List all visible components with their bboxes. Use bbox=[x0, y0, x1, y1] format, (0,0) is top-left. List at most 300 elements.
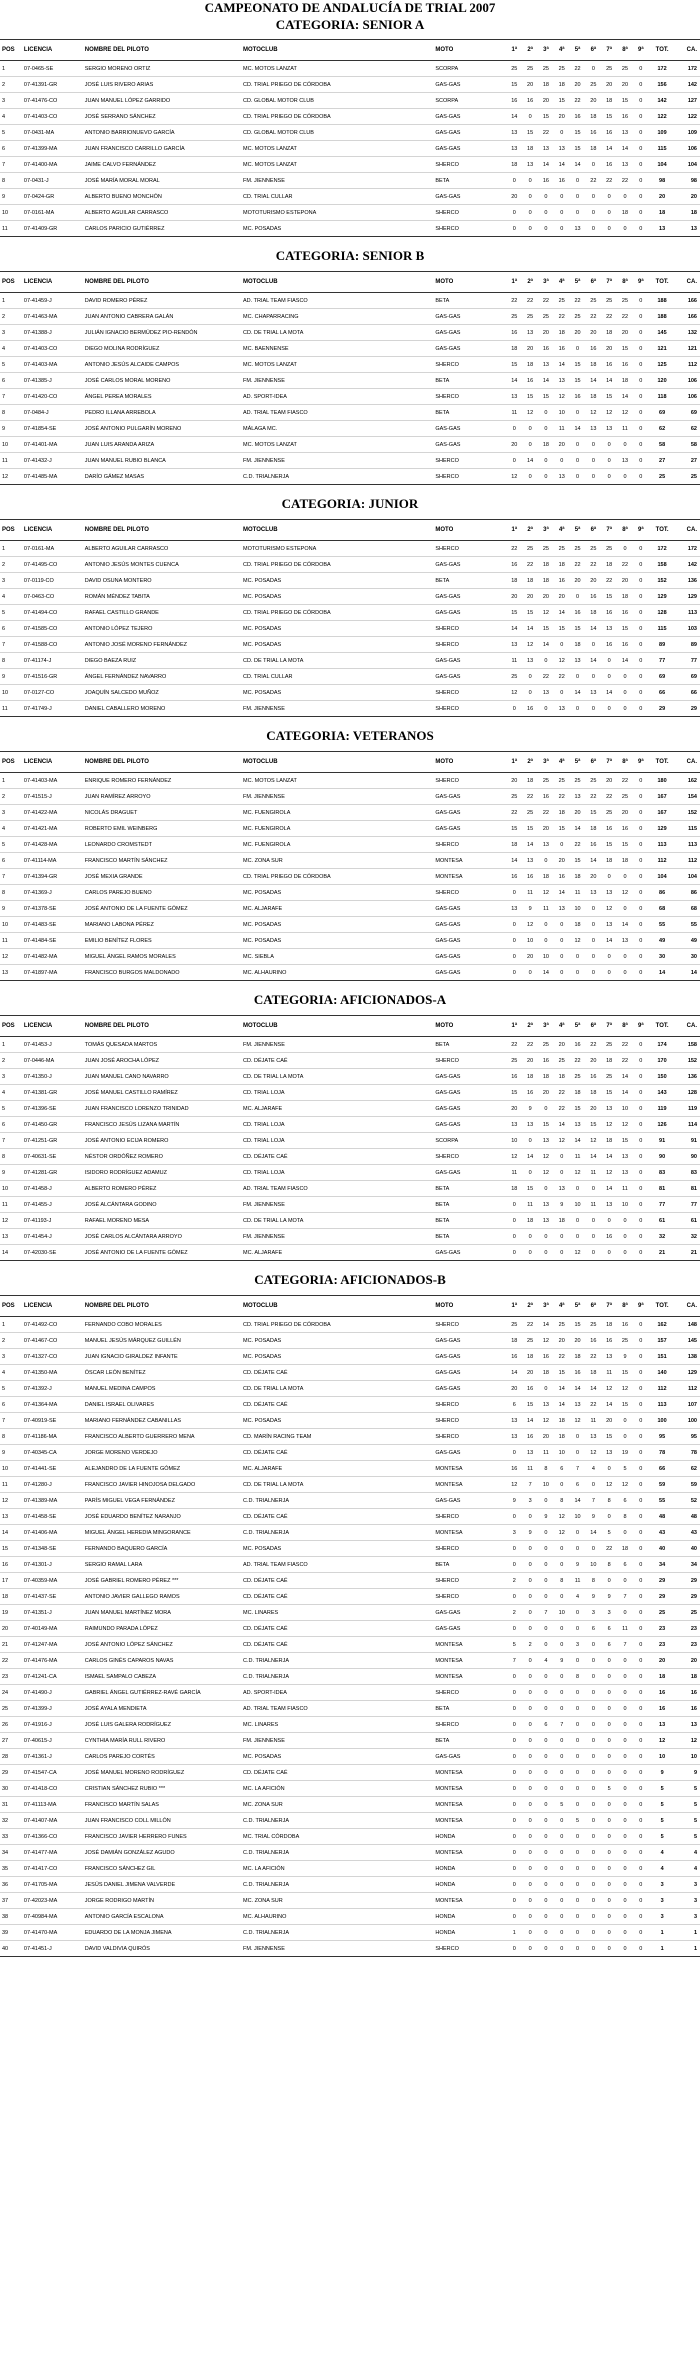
cell-total: 3 bbox=[649, 1877, 676, 1893]
cell-zone-7: 0 bbox=[601, 1509, 617, 1525]
cell-zone-8: 25 bbox=[617, 293, 633, 309]
col-pos-header: POS bbox=[0, 272, 22, 293]
table-row bbox=[0, 221, 700, 237]
cell-pilot-name: JUAN ANTONIO CABRERA GALÁN bbox=[83, 309, 241, 325]
cell-pilot-name: JOSÉ ANTONIO DE LA FUENTE GÓMEZ bbox=[83, 1245, 241, 1261]
cell-zone-9: 0 bbox=[633, 1181, 649, 1197]
cell-total: 128 bbox=[649, 605, 676, 621]
cell-zone-2: 20 bbox=[522, 1365, 538, 1381]
cell-zone-7: 8 bbox=[601, 1557, 617, 1573]
cell-zone-3: 0 bbox=[538, 1845, 554, 1861]
cell-position: 34 bbox=[0, 1845, 22, 1861]
cell-license: 07-41490-J bbox=[22, 1685, 83, 1701]
cell-zone-9: 0 bbox=[633, 1637, 649, 1653]
cell-zone-7: 15 bbox=[601, 389, 617, 405]
cell-ca: 114 bbox=[675, 1117, 700, 1133]
cell-zone-5: 0 bbox=[570, 1781, 586, 1797]
table-row bbox=[0, 173, 700, 189]
cell-license: 07-40919-SE bbox=[22, 1413, 83, 1429]
cell-zone-6: 20 bbox=[585, 325, 601, 341]
cell-total: 40 bbox=[649, 1541, 676, 1557]
cell-license: 07-41301-J bbox=[22, 1557, 83, 1573]
table-row bbox=[0, 1317, 700, 1333]
table-row bbox=[0, 789, 700, 805]
cell-position: 2 bbox=[0, 1333, 22, 1349]
cell-zone-2: 0 bbox=[522, 1861, 538, 1877]
cell-total: 34 bbox=[649, 1557, 676, 1573]
cell-zone-4: 20 bbox=[554, 853, 570, 869]
cell-zone-2: 0 bbox=[522, 1573, 538, 1589]
cell-license: 07-41114-MA bbox=[22, 853, 83, 869]
cell-motoclub: MC. MOTOS LANZAT bbox=[241, 141, 433, 157]
cell-motoclub: AD. SPORT-IDEA bbox=[241, 1685, 433, 1701]
cell-zone-1: 13 bbox=[506, 1413, 522, 1429]
cell-bike: GAS-GAS bbox=[433, 589, 506, 605]
cell-pilot-name: JUAN JOSÉ AROCHA LÓPEZ bbox=[83, 1053, 241, 1069]
cell-zone-2: 12 bbox=[522, 637, 538, 653]
cell-zone-8: 0 bbox=[617, 949, 633, 965]
col-ca-header: CA. bbox=[675, 1016, 700, 1037]
table-row bbox=[0, 469, 700, 485]
cell-zone-1: 15 bbox=[506, 1085, 522, 1101]
cell-bike: SHERCO bbox=[433, 773, 506, 789]
cell-zone-4: 15 bbox=[554, 821, 570, 837]
cell-zone-7: 13 bbox=[601, 917, 617, 933]
cell-zone-8: 0 bbox=[617, 1781, 633, 1797]
cell-pilot-name: FRANCISCO MARTÍN SALAS bbox=[83, 1797, 241, 1813]
cell-zone-4: 22 bbox=[554, 789, 570, 805]
cell-zone-4: 0 bbox=[554, 1621, 570, 1637]
cell-total: 125 bbox=[649, 357, 676, 373]
cell-zone-1: 0 bbox=[506, 1557, 522, 1573]
cell-zone-2: 0 bbox=[522, 1749, 538, 1765]
cell-license: 07-0446-MA bbox=[22, 1053, 83, 1069]
cell-zone-9: 0 bbox=[633, 1541, 649, 1557]
cell-zone-5: 0 bbox=[570, 669, 586, 685]
cell-position: 16 bbox=[0, 1557, 22, 1573]
cell-zone-9: 0 bbox=[633, 773, 649, 789]
cell-zone-7: 0 bbox=[601, 1941, 617, 1957]
cell-pilot-name: JORGE RODRIGO MARTÍN bbox=[83, 1893, 241, 1909]
cell-position: 22 bbox=[0, 1653, 22, 1669]
cell-zone-6: 0 bbox=[585, 1181, 601, 1197]
cell-zone-8: 25 bbox=[617, 1333, 633, 1349]
cell-zone-3: 22 bbox=[538, 669, 554, 685]
cell-zone-2: 25 bbox=[522, 805, 538, 821]
cell-zone-4: 8 bbox=[554, 1573, 570, 1589]
cell-zone-6: 10 bbox=[585, 1557, 601, 1573]
cell-zone-8: 8 bbox=[617, 1509, 633, 1525]
cell-position: 1 bbox=[0, 61, 22, 77]
cell-zone-9: 0 bbox=[633, 1669, 649, 1685]
cell-zone-8: 20 bbox=[617, 77, 633, 93]
cell-ca: 138 bbox=[675, 1349, 700, 1365]
cell-total: 77 bbox=[649, 653, 676, 669]
cell-zone-6: 0 bbox=[585, 1685, 601, 1701]
cell-zone-6: 0 bbox=[585, 949, 601, 965]
cell-zone-3: 20 bbox=[538, 589, 554, 605]
col-z3-header: 3ª bbox=[538, 40, 554, 61]
cell-pilot-name: ISIDORO RODRÍGUEZ ADAMUZ bbox=[83, 1165, 241, 1181]
cell-zone-6: 0 bbox=[585, 1213, 601, 1229]
cell-zone-5: 20 bbox=[570, 1333, 586, 1349]
cell-zone-1: 0 bbox=[506, 1941, 522, 1957]
cell-bike: GAS-GAS bbox=[433, 141, 506, 157]
cell-zone-8: 10 bbox=[617, 1197, 633, 1213]
cell-position: 6 bbox=[0, 373, 22, 389]
cell-position: 2 bbox=[0, 1053, 22, 1069]
cell-zone-6: 22 bbox=[585, 1397, 601, 1413]
category-section bbox=[0, 717, 700, 981]
cell-zone-4: 0 bbox=[554, 949, 570, 965]
cell-zone-2: 16 bbox=[522, 1429, 538, 1445]
cell-position: 10 bbox=[0, 685, 22, 701]
cell-pilot-name: ANTONIO JOSÉ MORENO FERNÁNDEZ bbox=[83, 637, 241, 653]
cell-zone-7: 15 bbox=[601, 837, 617, 853]
cell-zone-7: 12 bbox=[601, 1477, 617, 1493]
cell-zone-2: 0 bbox=[522, 669, 538, 685]
cell-ca: 18 bbox=[675, 1669, 700, 1685]
cell-position: 5 bbox=[0, 357, 22, 373]
table-row bbox=[0, 1925, 700, 1941]
cell-zone-9: 0 bbox=[633, 557, 649, 573]
cell-zone-2: 16 bbox=[522, 1381, 538, 1397]
cell-total: 142 bbox=[649, 93, 676, 109]
cell-zone-4: 0 bbox=[554, 917, 570, 933]
category-section bbox=[0, 15, 700, 237]
cell-zone-9: 0 bbox=[633, 1861, 649, 1877]
cell-ca: 98 bbox=[675, 173, 700, 189]
cell-zone-9: 0 bbox=[633, 405, 649, 421]
cell-zone-7: 0 bbox=[601, 1909, 617, 1925]
cell-zone-8: 0 bbox=[617, 1229, 633, 1245]
cell-zone-9: 0 bbox=[633, 125, 649, 141]
cell-zone-1: 0 bbox=[506, 701, 522, 717]
cell-zone-1: 0 bbox=[506, 949, 522, 965]
cell-ca: 77 bbox=[675, 653, 700, 669]
cell-zone-7: 0 bbox=[601, 1213, 617, 1229]
cell-zone-5: 14 bbox=[570, 1493, 586, 1509]
cell-zone-4: 0 bbox=[554, 1925, 570, 1941]
cell-motoclub: AD. TRIAL TEAM FIASCO bbox=[241, 1181, 433, 1197]
cell-zone-3: 0 bbox=[538, 1941, 554, 1957]
cell-zone-7: 13 bbox=[601, 1197, 617, 1213]
col-pos-header: POS bbox=[0, 1016, 22, 1037]
cell-license: 07-0127-CO bbox=[22, 685, 83, 701]
cell-zone-5: 15 bbox=[570, 1101, 586, 1117]
cell-zone-2: 25 bbox=[522, 541, 538, 557]
cell-total: 66 bbox=[649, 685, 676, 701]
cell-ca: 25 bbox=[675, 1605, 700, 1621]
cell-bike: GAS-GAS bbox=[433, 669, 506, 685]
cell-zone-9: 0 bbox=[633, 109, 649, 125]
cell-zone-1: 0 bbox=[506, 1765, 522, 1781]
cell-position: 4 bbox=[0, 341, 22, 357]
cell-zone-9: 0 bbox=[633, 1781, 649, 1797]
cell-bike: GAS-GAS bbox=[433, 1245, 506, 1261]
cell-zone-8: 0 bbox=[617, 669, 633, 685]
cell-zone-5: 0 bbox=[570, 1653, 586, 1669]
cell-zone-4: 0 bbox=[554, 1765, 570, 1781]
cell-zone-6: 0 bbox=[585, 437, 601, 453]
cell-zone-5: 0 bbox=[570, 589, 586, 605]
cell-zone-7: 14 bbox=[601, 685, 617, 701]
cell-position: 10 bbox=[0, 1181, 22, 1197]
cell-zone-7: 0 bbox=[601, 1733, 617, 1749]
cell-zone-3: 15 bbox=[538, 621, 554, 637]
cell-position: 11 bbox=[0, 221, 22, 237]
cell-pilot-name: ROMÁN MÉNDEZ TABITA bbox=[83, 589, 241, 605]
cell-zone-3: 0 bbox=[538, 205, 554, 221]
cell-ca: 112 bbox=[675, 1381, 700, 1397]
cell-position: 12 bbox=[0, 469, 22, 485]
cell-position: 13 bbox=[0, 1229, 22, 1245]
cell-zone-3: 4 bbox=[538, 1653, 554, 1669]
cell-zone-6: 18 bbox=[585, 109, 601, 125]
cell-zone-6: 0 bbox=[585, 1245, 601, 1261]
cell-zone-8: 22 bbox=[617, 173, 633, 189]
table-row bbox=[0, 869, 700, 885]
cell-zone-3: 13 bbox=[538, 1133, 554, 1149]
cell-bike: MONTESA bbox=[433, 1765, 506, 1781]
cell-zone-8: 18 bbox=[617, 1541, 633, 1557]
cell-zone-7: 18 bbox=[601, 853, 617, 869]
cell-zone-1: 0 bbox=[506, 1829, 522, 1845]
cell-zone-4: 0 bbox=[554, 1781, 570, 1797]
cell-position: 18 bbox=[0, 1589, 22, 1605]
cell-zone-9: 0 bbox=[633, 453, 649, 469]
cell-zone-2: 18 bbox=[522, 1069, 538, 1085]
cell-motoclub: FM. JIENNENSE bbox=[241, 789, 433, 805]
cell-total: 81 bbox=[649, 1181, 676, 1197]
cell-zone-3: 6 bbox=[538, 1717, 554, 1733]
cell-position: 15 bbox=[0, 1541, 22, 1557]
cell-zone-2: 22 bbox=[522, 293, 538, 309]
table-row bbox=[0, 1685, 700, 1701]
cell-zone-9: 0 bbox=[633, 1557, 649, 1573]
cell-zone-4: 0 bbox=[554, 1669, 570, 1685]
col-z6-header: 6ª bbox=[585, 520, 601, 541]
cell-ca: 113 bbox=[675, 605, 700, 621]
cell-zone-1: 14 bbox=[506, 1365, 522, 1381]
cell-total: 115 bbox=[649, 621, 676, 637]
cell-total: 118 bbox=[649, 389, 676, 405]
col-z9-header: 9ª bbox=[633, 40, 649, 61]
cell-bike: MONTESA bbox=[433, 1461, 506, 1477]
cell-ca: 152 bbox=[675, 805, 700, 821]
cell-bike: HONDA bbox=[433, 1877, 506, 1893]
cell-zone-4: 14 bbox=[554, 157, 570, 173]
cell-pilot-name: ÁNGEL PEREA MORALES bbox=[83, 389, 241, 405]
col-moto-header: MOTO bbox=[433, 520, 506, 541]
col-z5-header: 5ª bbox=[570, 1016, 586, 1037]
cell-zone-3: 16 bbox=[538, 1349, 554, 1365]
cell-zone-4: 0 bbox=[554, 1733, 570, 1749]
cell-zone-5: 10 bbox=[570, 901, 586, 917]
cell-zone-2: 13 bbox=[522, 157, 538, 173]
col-z5-header: 5ª bbox=[570, 1296, 586, 1317]
cell-ca: 40 bbox=[675, 1541, 700, 1557]
cell-license: 07-41854-SE bbox=[22, 421, 83, 437]
table-row bbox=[0, 1893, 700, 1909]
cell-zone-1: 0 bbox=[506, 205, 522, 221]
cell-zone-6: 0 bbox=[585, 1541, 601, 1557]
cell-position: 8 bbox=[0, 885, 22, 901]
cell-zone-8: 0 bbox=[617, 1685, 633, 1701]
table-row bbox=[0, 1133, 700, 1149]
cell-bike: GAS-GAS bbox=[433, 821, 506, 837]
cell-zone-4: 0 bbox=[554, 1229, 570, 1245]
cell-zone-4: 0 bbox=[554, 189, 570, 205]
cell-zone-6: 15 bbox=[585, 805, 601, 821]
cell-zone-3: 18 bbox=[538, 1365, 554, 1381]
cell-zone-5: 0 bbox=[570, 1749, 586, 1765]
cell-zone-1: 13 bbox=[506, 389, 522, 405]
cell-license: 07-0463-CO bbox=[22, 589, 83, 605]
cell-zone-5: 6 bbox=[570, 1477, 586, 1493]
cell-pilot-name: JOSÉ EDUARDO BENÍTEZ NARANJO bbox=[83, 1509, 241, 1525]
cell-zone-1: 25 bbox=[506, 1053, 522, 1069]
cell-zone-6: 14 bbox=[585, 1525, 601, 1541]
cell-zone-5: 0 bbox=[570, 189, 586, 205]
cell-position: 1 bbox=[0, 541, 22, 557]
cell-motoclub: CD. TRIAL CULLAR bbox=[241, 669, 433, 685]
cell-pilot-name: MIGUEL ÁNGEL RAMOS MORALES bbox=[83, 949, 241, 965]
cell-zone-2: 0 bbox=[522, 1765, 538, 1781]
table-row bbox=[0, 1429, 700, 1445]
cell-zone-1: 14 bbox=[506, 109, 522, 125]
cell-bike: SHERCO bbox=[433, 1589, 506, 1605]
cell-position: 12 bbox=[0, 1493, 22, 1509]
table-row bbox=[0, 1197, 700, 1213]
cell-position: 35 bbox=[0, 1861, 22, 1877]
cell-ca: 119 bbox=[675, 1101, 700, 1117]
cell-zone-8: 16 bbox=[617, 637, 633, 653]
cell-zone-8: 0 bbox=[617, 1429, 633, 1445]
cell-zone-1: 11 bbox=[506, 405, 522, 421]
cell-total: 49 bbox=[649, 933, 676, 949]
cell-license: 07-41399-MA bbox=[22, 141, 83, 157]
cell-zone-9: 0 bbox=[633, 1229, 649, 1245]
cell-zone-5: 15 bbox=[570, 1317, 586, 1333]
cell-zone-4: 15 bbox=[554, 621, 570, 637]
table-row bbox=[0, 1053, 700, 1069]
cell-zone-5: 10 bbox=[570, 1509, 586, 1525]
cell-zone-6: 0 bbox=[585, 1733, 601, 1749]
cell-position: 13 bbox=[0, 1509, 22, 1525]
cell-zone-4: 0 bbox=[554, 1149, 570, 1165]
cell-zone-2: 11 bbox=[522, 1461, 538, 1477]
cell-motoclub: C.D. TRIALNERJA bbox=[241, 469, 433, 485]
cell-position: 2 bbox=[0, 309, 22, 325]
cell-total: 23 bbox=[649, 1637, 676, 1653]
cell-position: 9 bbox=[0, 1445, 22, 1461]
cell-zone-4: 8 bbox=[554, 1493, 570, 1509]
cell-zone-8: 20 bbox=[617, 325, 633, 341]
col-z2-header: 2ª bbox=[522, 752, 538, 773]
cell-ca: 34 bbox=[675, 1557, 700, 1573]
table-row bbox=[0, 1605, 700, 1621]
cell-zone-6: 0 bbox=[585, 1781, 601, 1797]
cell-position: 9 bbox=[0, 189, 22, 205]
cell-zone-8: 0 bbox=[617, 1525, 633, 1541]
cell-ca: 103 bbox=[675, 621, 700, 637]
cell-pilot-name: MANUEL MEDINA CAMPOS bbox=[83, 1381, 241, 1397]
cell-zone-2: 15 bbox=[522, 389, 538, 405]
cell-pilot-name: CARLOS PAREJO CORTÉS bbox=[83, 1749, 241, 1765]
cell-total: 170 bbox=[649, 1053, 676, 1069]
col-moto-header: MOTO bbox=[433, 1296, 506, 1317]
cell-zone-8: 0 bbox=[617, 685, 633, 701]
cell-zone-4: 14 bbox=[554, 1397, 570, 1413]
cell-zone-3: 0 bbox=[538, 421, 554, 437]
cell-total: 104 bbox=[649, 869, 676, 885]
cell-zone-1: 25 bbox=[506, 61, 522, 77]
cell-zone-7: 12 bbox=[601, 1165, 617, 1181]
cell-pilot-name: ALBERTO AGUILAR CARRASCO bbox=[83, 541, 241, 557]
cell-bike: GAS-GAS bbox=[433, 965, 506, 981]
results-table bbox=[0, 39, 700, 237]
cell-zone-9: 0 bbox=[633, 173, 649, 189]
cell-total: 90 bbox=[649, 1149, 676, 1165]
cell-zone-9: 0 bbox=[633, 77, 649, 93]
cell-ca: 129 bbox=[675, 1365, 700, 1381]
cell-zone-1: 0 bbox=[506, 1197, 522, 1213]
col-z6-header: 6ª bbox=[585, 40, 601, 61]
cell-ca: 78 bbox=[675, 1445, 700, 1461]
cell-ca: 90 bbox=[675, 1149, 700, 1165]
cell-pilot-name: ALBERTO BUENO MONCHÓN bbox=[83, 189, 241, 205]
table-row bbox=[0, 1637, 700, 1653]
cell-ca: 61 bbox=[675, 1213, 700, 1229]
col-z8-header: 8ª bbox=[617, 1016, 633, 1037]
cell-motoclub: MC. ZONA SUR bbox=[241, 1893, 433, 1909]
cell-total: 129 bbox=[649, 821, 676, 837]
cell-ca: 4 bbox=[675, 1861, 700, 1877]
cell-pilot-name: MARIANO FERNÁNDEZ CABANILLAS bbox=[83, 1413, 241, 1429]
cell-zone-5: 12 bbox=[570, 1165, 586, 1181]
cell-license: 07-42030-SE bbox=[22, 1245, 83, 1261]
cell-zone-6: 0 bbox=[585, 1749, 601, 1765]
cell-ca: 4 bbox=[675, 1845, 700, 1861]
cell-bike: GAS-GAS bbox=[433, 789, 506, 805]
cell-zone-4: 13 bbox=[554, 1181, 570, 1197]
cell-zone-2: 7 bbox=[522, 1477, 538, 1493]
cell-position: 28 bbox=[0, 1749, 22, 1765]
cell-ca: 115 bbox=[675, 821, 700, 837]
cell-pilot-name: JULIÁN IGNACIO BERMÚDEZ PIO-RENDÓN bbox=[83, 325, 241, 341]
cell-zone-9: 0 bbox=[633, 1333, 649, 1349]
table-row bbox=[0, 1541, 700, 1557]
cell-total: 62 bbox=[649, 421, 676, 437]
cell-zone-2: 15 bbox=[522, 605, 538, 621]
cell-zone-8: 9 bbox=[617, 1349, 633, 1365]
col-z8-header: 8ª bbox=[617, 1296, 633, 1317]
cell-zone-6: 0 bbox=[585, 933, 601, 949]
cell-total: 23 bbox=[649, 1621, 676, 1637]
cell-bike: BETA bbox=[433, 1557, 506, 1573]
cell-license: 07-41463-MA bbox=[22, 309, 83, 325]
cell-total: 4 bbox=[649, 1861, 676, 1877]
table-row bbox=[0, 109, 700, 125]
cell-zone-7: 0 bbox=[601, 205, 617, 221]
cell-zone-8: 15 bbox=[617, 621, 633, 637]
cell-zone-8: 0 bbox=[617, 1813, 633, 1829]
cell-total: 91 bbox=[649, 1133, 676, 1149]
cell-position: 8 bbox=[0, 1149, 22, 1165]
cell-zone-3: 0 bbox=[538, 933, 554, 949]
results-table bbox=[0, 1015, 700, 1261]
